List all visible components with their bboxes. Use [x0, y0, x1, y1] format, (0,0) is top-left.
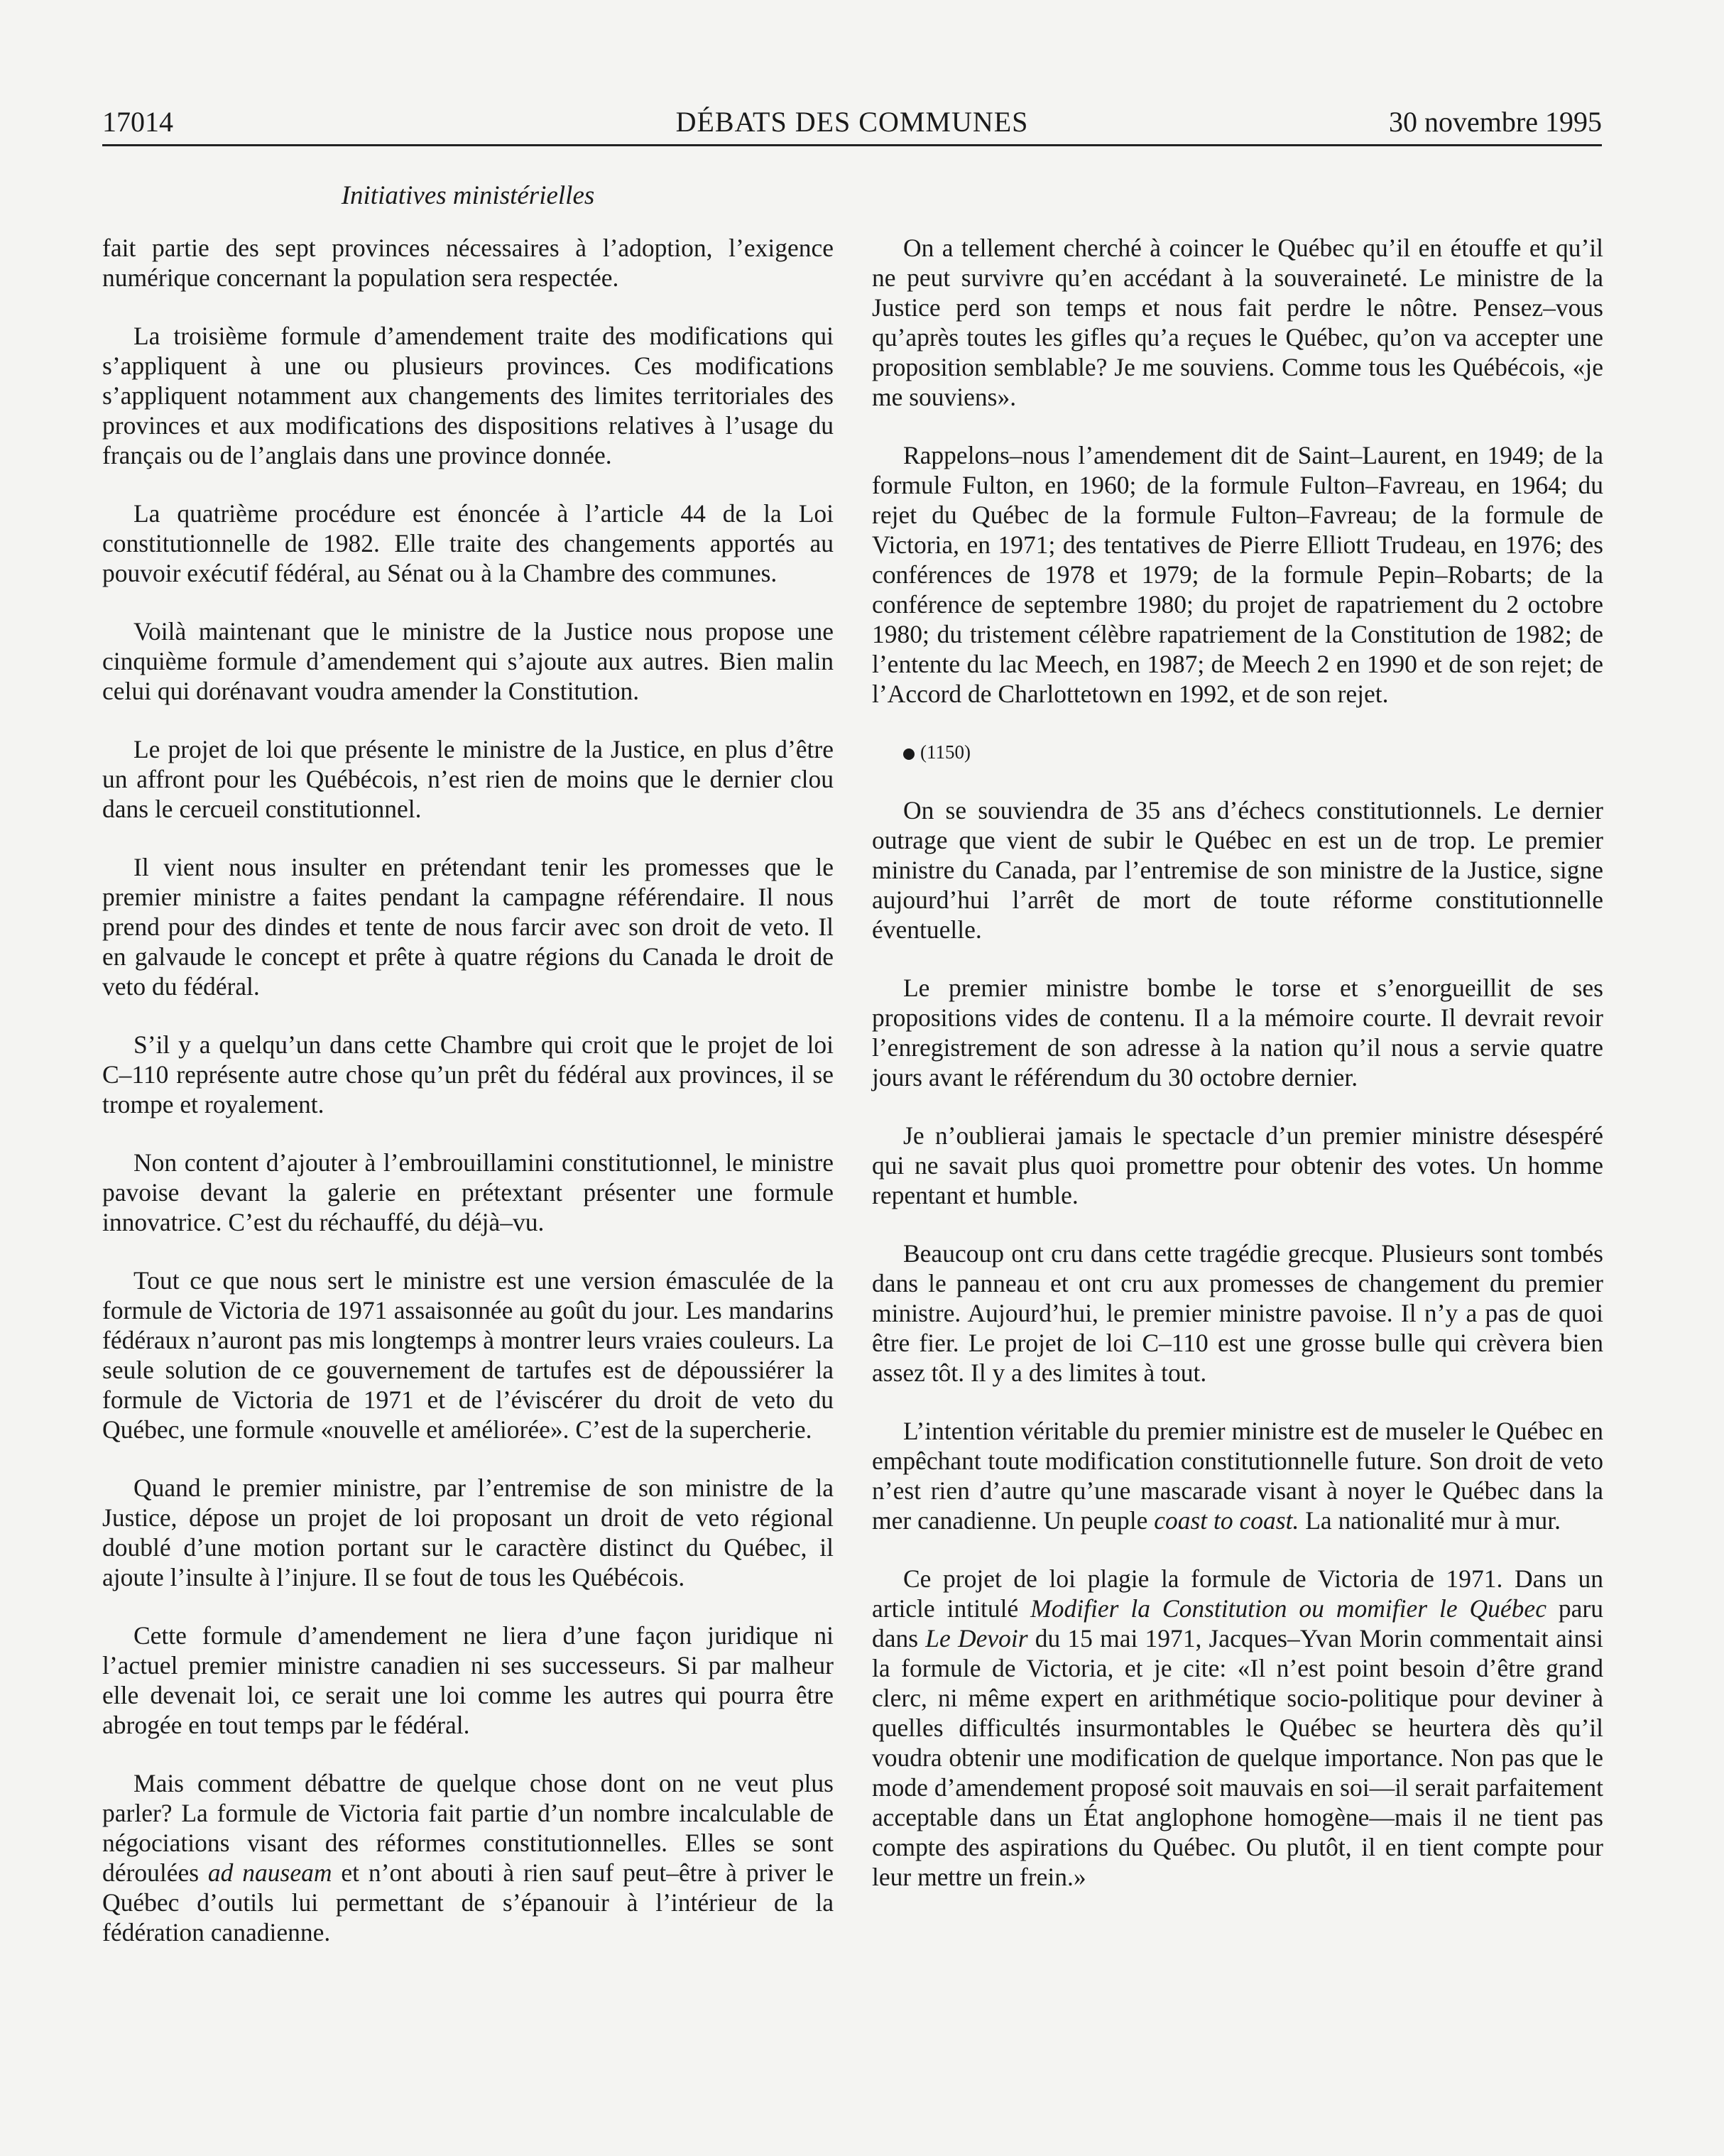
left-column	[102, 233, 834, 1976]
paragraph: S’il y a quelqu’un dans cette Chambre qui croit que le projet de loi C–110 représente autre chose qu’un prêt du fédéral aux provinces, il se trompe et royalement.	[102, 1030, 834, 1118]
page-number: 17014	[102, 106, 173, 138]
text-run: paru dans	[872, 1594, 1603, 1653]
paragraph: Le projet de loi que présente le ministre de la Justice, en plus d’être un affront pour les Québécois, n’est rien de moins que le dernier clou dans le cercueil constitutionnel.	[102, 735, 834, 823]
italic-text: ad nauseam	[207, 1858, 332, 1887]
text-run: L’intention véritable du premier ministre est de museler le Québec en empêchant toute modification constitutionnelle future. Son droit de veto n’est rien d’autre qu’une mascarade visant à noyer le Québec dans la mer canadienne. Un peuple	[872, 1417, 1603, 1535]
text-run: et n’ont abouti à rien sauf peut–être à priver le Québec d’outils lui permettant de s’épanouir à l’intérieur de la fédération canadienne.	[102, 1858, 834, 1947]
time-stamp	[872, 737, 1603, 767]
text-run: La nationalité mur à mur.	[1299, 1506, 1561, 1535]
paragraph: On a tellement cherché à coincer le Québec qu’il en étouffe et qu’il ne peut survivre qu’en accédant à la souveraineté. Le ministre de la Justice perd son temps et nous fait perdre le nôtre. Pensez–vous qu’après toutes les gifles qu’a reçues le Québec, qu’on va accepter une proposition semblable? Je me souviens. Comme tous les Québécois, «je me souviens».	[872, 234, 1603, 411]
issue-date: 30 novembre 1995	[1389, 106, 1602, 138]
italic-text: coast to coast.	[1154, 1506, 1299, 1535]
paragraph: La troisième formule d’amendement traite des modifications qui s’appliquent à une ou plusieurs provinces. Ces modifications s’appliquent notamment aux changements des limites territoriales des provinces et aux modifications des dispositions relatives à l’usage du français ou de l’anglais dans une province donnée.	[102, 322, 834, 469]
paragraph: Le premier ministre bombe le torse et s’enorgueillit de ses propositions vides de contenu. Il a la mémoire courte. Il devrait revoir l’enregistrement de son adresse à la nation qu’il nous a servie quatre jours avant le référendum du 30 octobre dernier.	[872, 974, 1603, 1091]
paragraph	[872, 1416, 1603, 1535]
paragraph: Cette formule d’amendement ne liera d’une façon juridique ni l’actuel premier ministre canadien ni ses successeurs. Si par malheur elle devenait loi, ce serait une loi comme les autres qui pourra être abrogée en tout temps par le fédéral.	[102, 1621, 834, 1739]
paragraph: La quatrième procédure est énoncée à l’article 44 de la Loi constitutionnelle de 1982. Elle traite des changements apportés au pouvoir exécutif fédéral, au Sénat ou à la Chambre des communes.	[102, 499, 834, 587]
paragraph: Voilà maintenant que le ministre de la Justice nous propose une cinquième formule d’amendement qui s’ajoute aux autres. Bien malin celui qui dorénavant voudra amender la Constitution.	[102, 617, 834, 705]
paragraph: Beaucoup ont cru dans cette tragédie grecque. Plusieurs sont tombés dans le panneau et ont cru aux promesses de changement du premier ministre. Aujourd’hui, le premier ministre pavoise. Il n’y a pas de quoi être fier. Le projet de loi C–110 est une grosse bulle qui crèvera bien assez tôt. Il y a des limites à tout.	[872, 1239, 1603, 1387]
text-run: du 15 mai 1971, Jacques–Yvan Morin commentait ainsi la formule de Victoria, et je cite: «Il n’est point besoin d’être grand clerc, ni même expert en arithmétique socio-politique pour deviner à quelles difficultés insurmontables le Québec se heurtera dès qu’il voudra obtenir une modification de quelque importance. Non pas que le mode d’amendement proposé soit mauvais en soi—il serait parfaitement acceptable dans un État anglophone homogène—mais il ne tient pas compte des aspirations du Québec. Ou plutôt, il en tient compte pour leur mettre un frein.»	[872, 1624, 1603, 1891]
paragraph	[102, 1768, 834, 1947]
text-run: Ce projet de loi plagie la formule de Victoria de 1971. Dans un article intitulé	[872, 1564, 1603, 1623]
paragraph: On se souviendra de 35 ans d’échecs constitutionnels. Le dernier outrage que vient de subir le Québec en est un de trop. Le premier ministre du Canada, par l’entremise de son ministre de la Justice, signe aujourd’hui l’arrêt de mort de toute réforme constitutionnelle éventuelle.	[872, 796, 1603, 944]
header-rule	[102, 144, 1602, 146]
paragraph: Non content d’ajouter à l’embrouillamini constitutionnel, le ministre pavoise devant la galerie en prétextant présenter une formule innovatrice. C’est du réchauffé, du déjà–vu.	[102, 1148, 834, 1236]
paragraph: Je n’oublierai jamais le spectacle d’un premier ministre désespéré qui ne savait plus quoi promettre pour obtenir des votes. Un homme repentant et humble.	[872, 1121, 1603, 1209]
paragraph: fait partie des sept provinces nécessaires à l’adoption, l’exigence numérique concernant la population sera respectée.	[102, 234, 834, 292]
paragraph: Il vient nous insulter en prétendant tenir les promesses que le premier ministre a faites pendant la campagne référendaire. Il nous prend pour des dindes et tente de nous farcir avec son droit de veto. Il en galvaude le concept et prête à quatre régions du Canada le droit de veto du fédéral.	[102, 853, 834, 1001]
right-column	[872, 233, 1603, 1920]
paragraph: Quand le premier ministre, par l’entremise de son ministre de la Justice, dépose un projet de loi proposant un droit de veto régional doublé d’une motion portant sur le caractère distinct du Québec, il ajoute l’insulte à l’injure. Il se fout de tous les Québécois.	[102, 1474, 834, 1591]
italic-text: Le Devoir	[925, 1624, 1028, 1653]
time-stamp-text: (1150)	[920, 741, 971, 763]
paragraph	[872, 1564, 1603, 1892]
page-header	[102, 105, 1602, 148]
bullet-icon	[903, 748, 915, 760]
paragraph: Rappelons–nous l’amendement dit de Saint–Laurent, en 1949; de la formule Fulton, en 1960; de la formule Fulton–Favreau, en 1964; du rejet du Québec de la formule Fulton–Favreau; de la formule de Victoria, en 1971; des tentatives de Pierre Elliott Trudeau, en 1976; des conférences de 1978 et 1979; de la formule Pepin–Robarts; de la conférence de septembre 1980; du projet de rapatriement du 2 octobre 1980; du tristement célèbre rapatriement de la Constitution de 1982; de l’entente du lac Meech, en 1987; de Meech 2 en 1990 et de son rejet; de l’Accord de Charlottetown en 1992, et de son rejet.	[872, 441, 1603, 708]
paragraph: Tout ce que nous sert le ministre est une version émasculée de la formule de Victoria de 1971 assaisonnée au goût du jour. Les mandarins fédéraux n’auront pas mis longtemps à montrer leurs vraies couleurs. La seule solution de ce gouvernement de tartufes est de dépoussiérer la formule de Victoria de 1971 et de l’éviscérer du droit de veto du Québec, une formule «nouvelle et améliorée». C’est de la supercherie.	[102, 1266, 834, 1444]
text-run: Mais comment débattre de quelque chose dont on ne veut plus parler? La formule de Victoria fait partie d’un nombre incalculable de négociations visant des réformes constitutionnelles. Elles se sont déroulées	[102, 1769, 834, 1887]
publication-title: DÉBATS DES COMMUNES	[675, 106, 1029, 138]
section-title: Initiatives ministérielles	[341, 181, 595, 210]
italic-text: Modifier la Constitution ou momifier le Québec	[1030, 1594, 1546, 1623]
